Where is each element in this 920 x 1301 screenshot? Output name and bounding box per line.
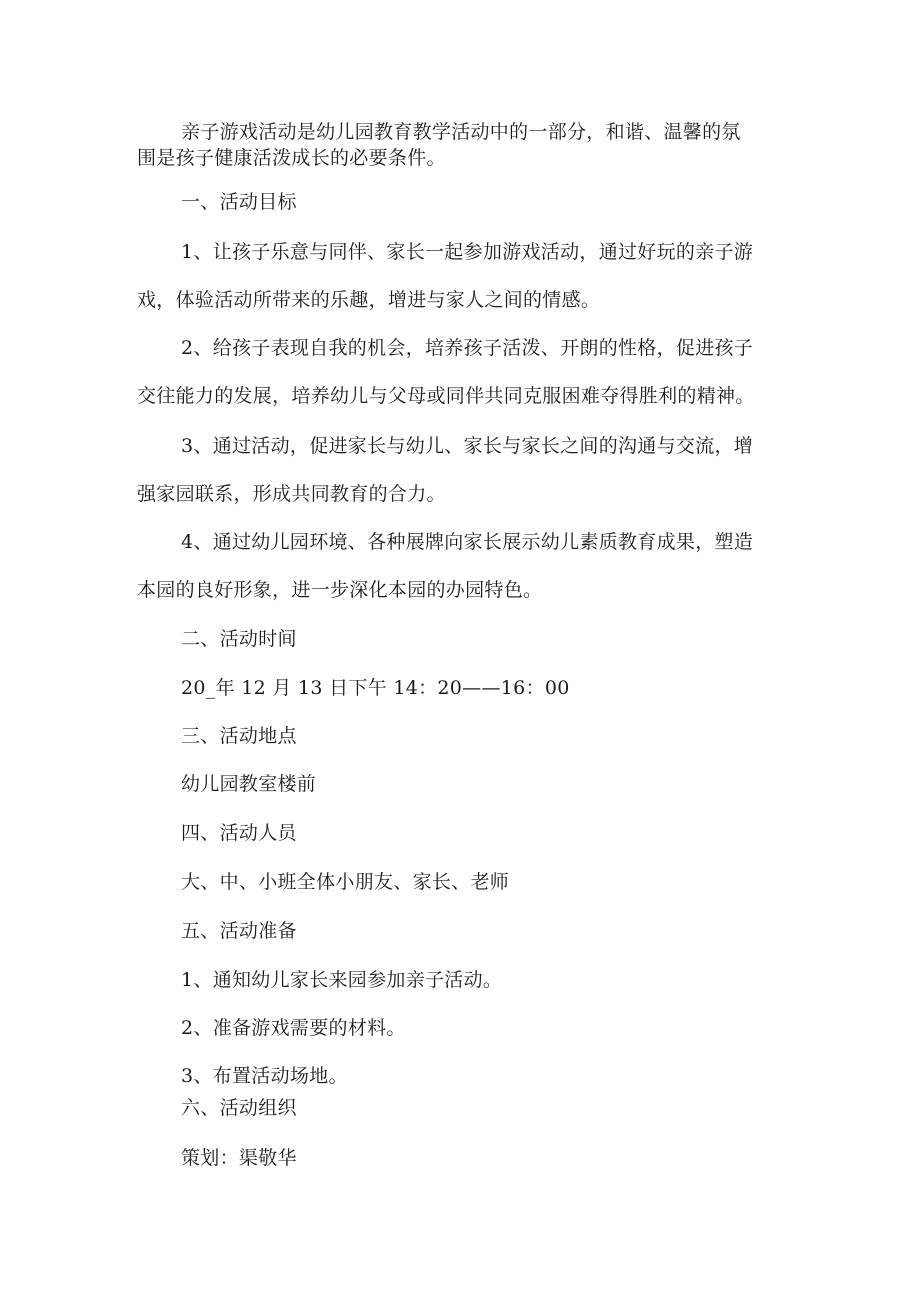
prep-heading: 五、活动准备 — [181, 920, 297, 942]
goal-1-line-2: 戏，体验活动所带来的乐趣，增进与家人之间的情感。 — [137, 289, 601, 311]
org-heading: 六、活动组织 — [181, 1097, 297, 1119]
goals-heading: 一、活动目标 — [181, 191, 297, 213]
goal-3-line-1: 3、通过活动，促进家长与幼儿、家长与家长之间的沟通与交流，增 — [181, 435, 754, 457]
prep-item-1: 1、通知幼儿家长来园参加亲子活动。 — [181, 969, 503, 991]
intro-line-2: 围是孩子健康活泼成长的必要条件。 — [137, 147, 446, 169]
time-value: 20_年 12 月 13 日下午 14：20——16：00 — [181, 677, 570, 699]
place-value: 幼儿园教室楼前 — [181, 773, 317, 795]
intro-line-1: 亲子游戏活动是幼儿园教育教学活动中的一部分，和谐、温馨的氛 — [181, 121, 741, 143]
goal-2-line-2: 交往能力的发展，培养幼儿与父母或同伴共同克服困难夺得胜利的精神。 — [137, 385, 755, 407]
prep-item-2: 2、准备游戏需要的材料。 — [181, 1017, 406, 1039]
goal-4-line-2: 本园的良好形象，进一步深化本园的办园特色。 — [137, 579, 543, 601]
goal-1-line-1: 1、让孩子乐意与同伴、家长一起参加游戏活动，通过好玩的亲子游 — [181, 241, 754, 263]
planner: 策划：渠敬华 — [181, 1147, 297, 1169]
people-value: 大、中、小班全体小朋友、家长、老师 — [181, 871, 510, 893]
prep-item-3: 3、布置活动场地。 — [181, 1065, 348, 1087]
goal-3-line-2: 强家园联系，形成共同教育的合力。 — [137, 483, 446, 505]
place-heading: 三、活动地点 — [181, 725, 297, 747]
time-heading: 二、活动时间 — [181, 628, 297, 650]
goal-2-line-1: 2、给孩子表现自我的机会，培养孩子活泼、开朗的性格，促进孩子 — [181, 337, 754, 359]
goal-4-line-1: 4、通过幼儿园环境、各种展牌向家长展示幼儿素质教育成果，塑造 — [181, 531, 754, 553]
people-heading: 四、活动人员 — [181, 822, 297, 844]
